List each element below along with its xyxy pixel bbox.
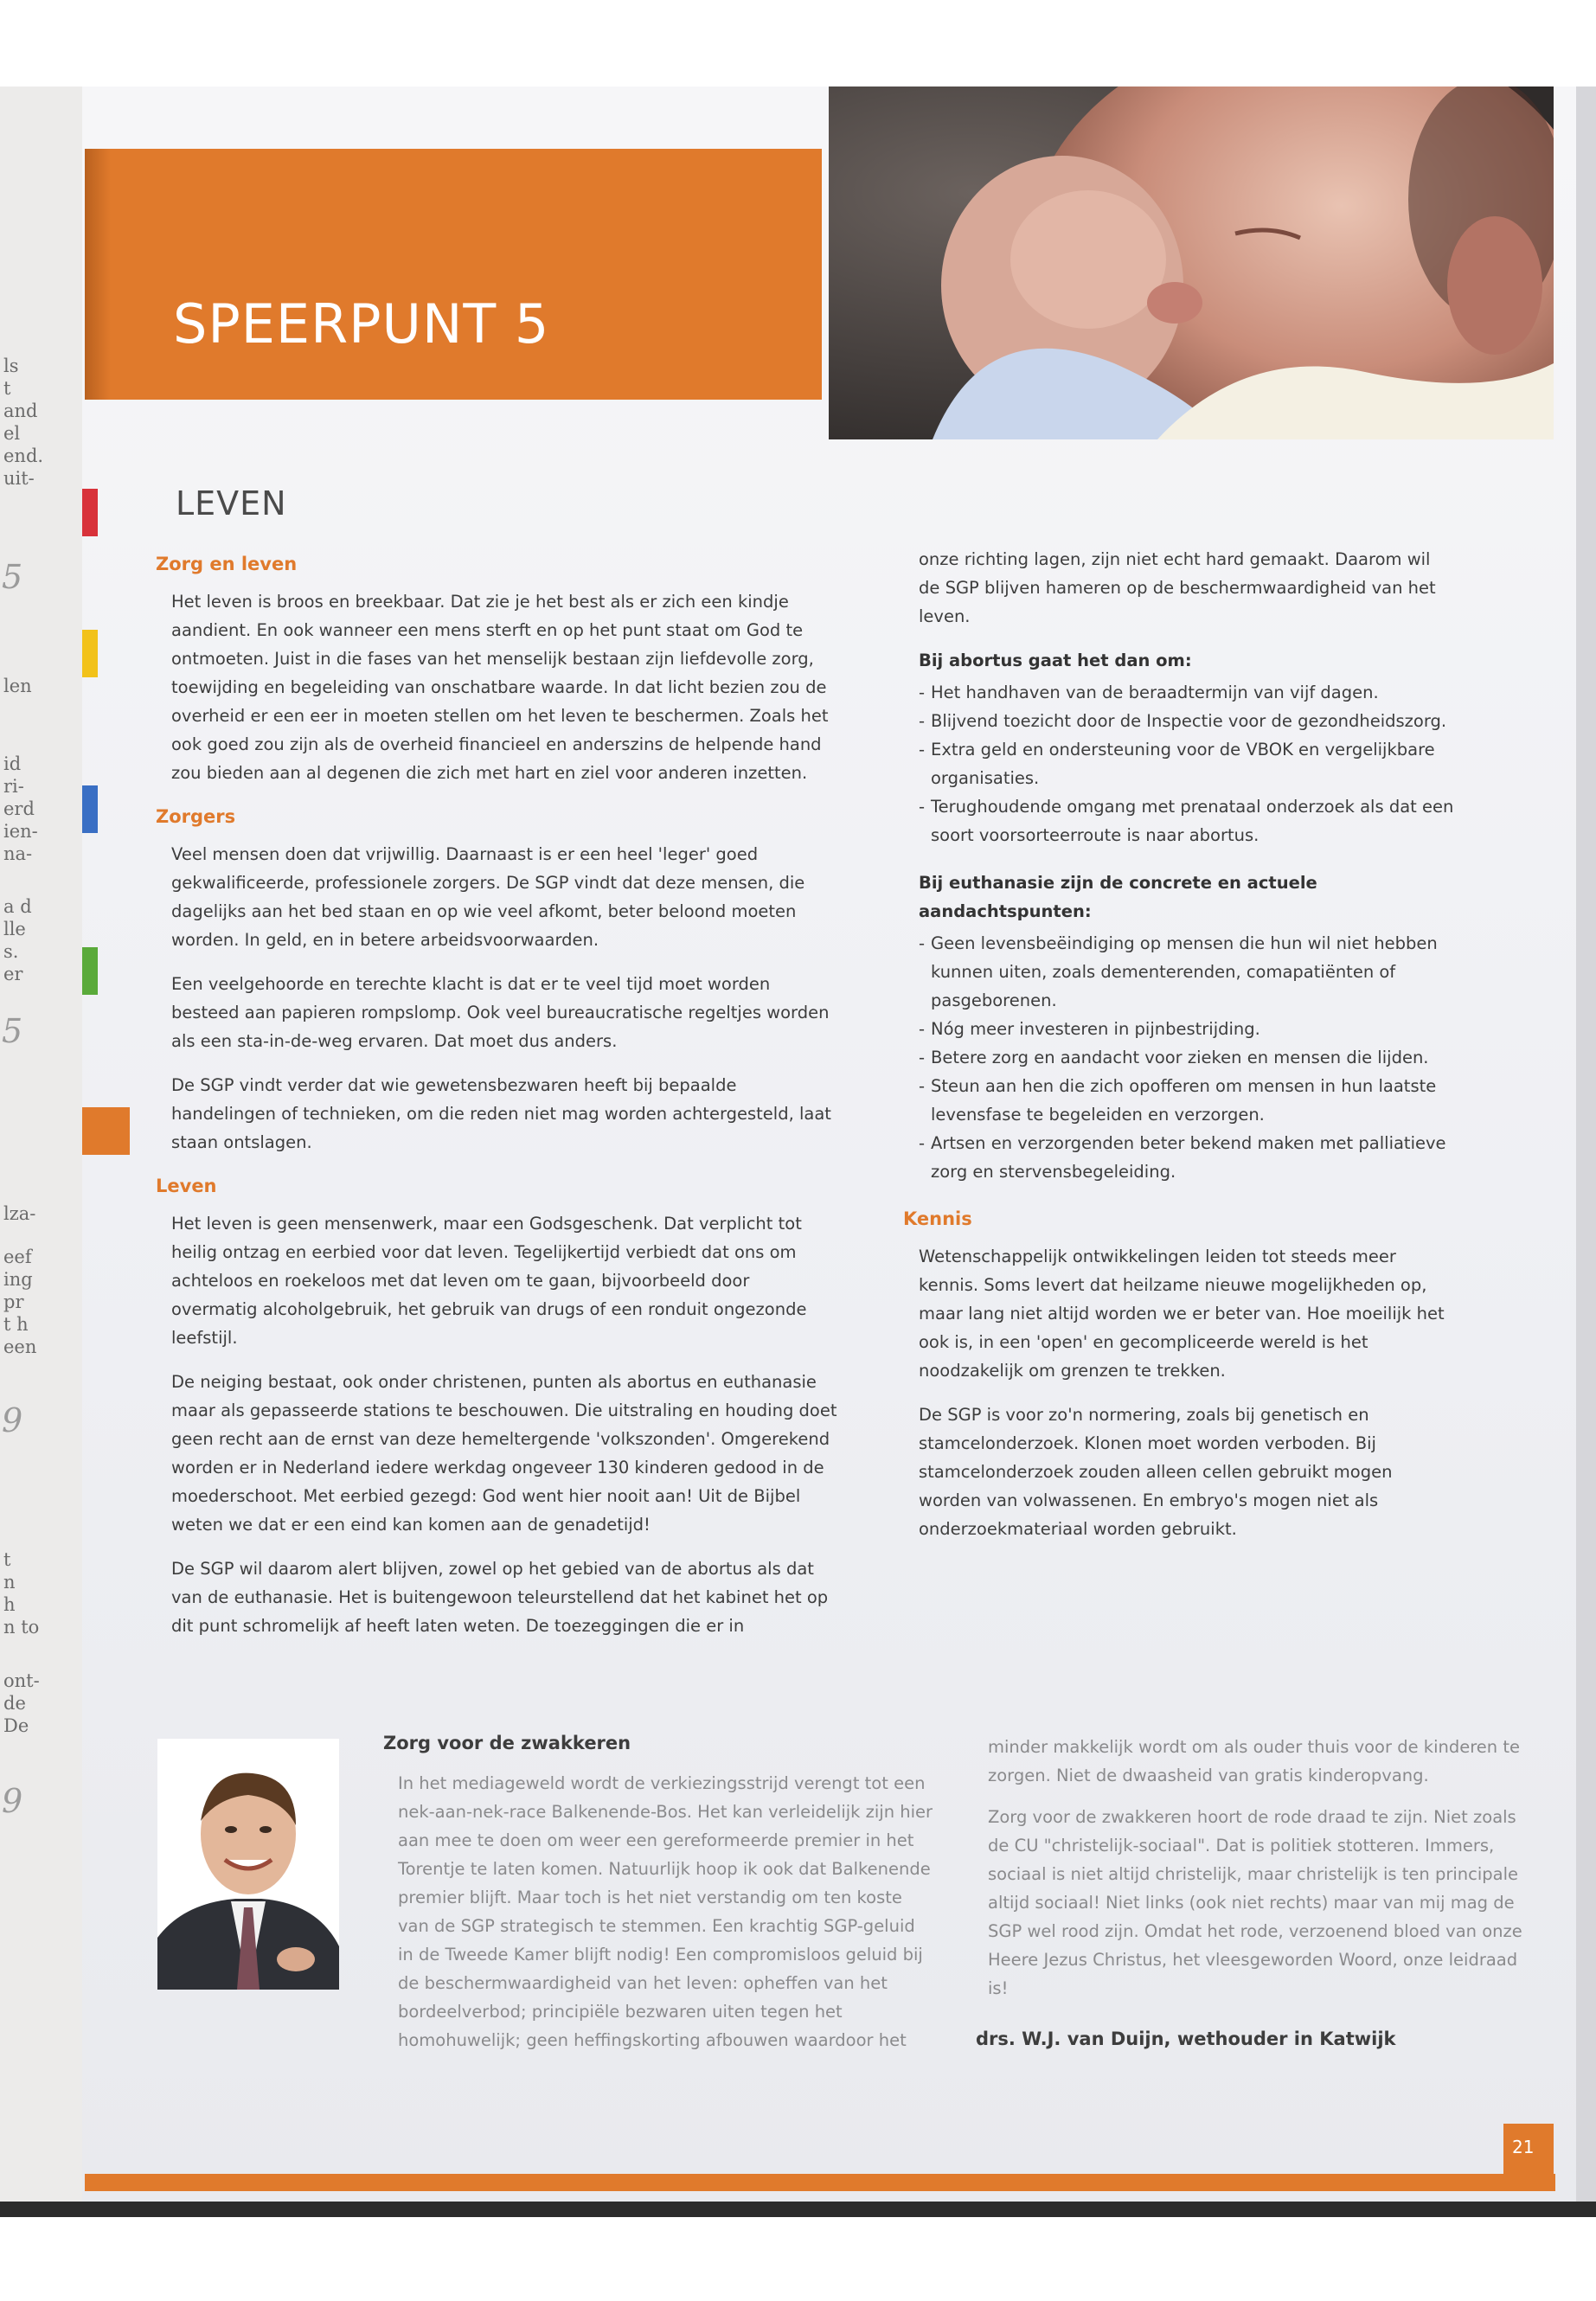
paragraph: De SGP is voor zo'n normering, zoals bij genetisch en stamcelonderzoek. Klonen moet worden verboden. Bij stamcelonderzoek zouden alleen cellen gebruikt mogen worden van volwassenen. En embryo's mogen niet als onderzoekmateriaal worden gebruikt. <box>919 1405 1393 1539</box>
paragraph: De SGP wil daarom alert blijven, zowel op het gebied van de abortus als dat van de euthanasie. Het is buitengewoon teleurstellend dat het kabinet het op dit punt schromelijk af heeft laten weten. De toezeggingen die er in <box>171 1559 829 1636</box>
binding-shadow <box>0 2202 1596 2217</box>
margin-tab-red <box>82 489 98 536</box>
paragraph: Het leven is broos en breekbaar. Dat zie je het best als er zich een kindje aandient. En ook wanneer een mens sterft en op het punt staat om God te ontmoeten. Juist in die fases van het menselijk bestaan zijn liefdevolle zorg, toewijding en begeleiding van onschatbare waarde. In dat licht bezien zou de overheid er een eer in moeten stellen om het leven te beschermen. Zoals het ook goed zou zijn als de overheid financieel en anderszins de helpende hand zou bieden aan al degenen die zich met hart en ziel voor anderen inzetten. <box>171 592 829 783</box>
edge-text: erd <box>3 798 35 819</box>
edge-text: lza- <box>3 1203 36 1224</box>
edge-text: t h <box>3 1314 29 1335</box>
edge-text: er <box>3 964 23 984</box>
section-title: LEVEN <box>176 484 287 522</box>
edge-text: ls <box>3 356 19 376</box>
abortus-list <box>919 678 1455 849</box>
edge-text: pr <box>3 1292 24 1312</box>
list-item: - Terughoudende omgang met prenataal onderzoek als dat een soort voorsorteerroute is naar abortus. <box>919 792 1455 849</box>
paragraph: Veel mensen doen dat vrijwillig. Daarnaast is er een heel 'leger' goed gekwalificeerde, professionele zorgers. De SGP vindt dat deze mensen, die dagelijks aan het bed staan en op wie veel afkomt, beter beloond moeten worden. In geld, en in betere arbeidsvoorwaarden. <box>171 844 805 950</box>
edge-text: de <box>3 1693 26 1714</box>
abortus-subheading: Bij abortus gaat het dan om: <box>919 651 1192 670</box>
edge-text: len <box>3 676 32 696</box>
list-item: - Het handhaven van de beraadtermijn van vijf dagen. <box>919 678 1455 707</box>
paragraph: In het mediageweld wordt de verkiezingsstrijd verengt tot een nek-aan-nek-race Balkenende-Bos. Het kan verleidelijk zijn hier aan mee te doen om weer een gereformeerde premier in het Torentje te laten komen. Natuurlijk hoop ik ook dat Balkenende premier blijft. Maar toch is het niet verstandig om ten koste van de SGP strategisch te stemmen. Een krachtig SGP-geluid in de Tweede Kamer blijft nodig! Een compromisloos geluid bij de beschermwaardigheid van het leven: opheffen van het bordeelverbod; principiële bezwaren uiten tegen het homohuwelijk; geen heffingskorting afbouwen waardoor het <box>398 1773 933 2050</box>
euthanasie-subheading: Bij euthanasie zijn de concrete en actuele aandachtspunten: <box>919 873 1317 921</box>
speerpunt-title: SPEERPUNT 5 <box>173 292 550 356</box>
edge-text: ing <box>3 1269 33 1290</box>
edge-text: id <box>3 753 22 774</box>
edge-text: uit- <box>3 468 35 489</box>
paragraph: minder makkelijk wordt om als ouder thuis voor de kinderen te zorgen. Niet de dwaasheid van gratis kinderopvang. <box>988 1737 1521 1785</box>
list-item: - Artsen en verzorgenden beter bekend maken met palliatieve zorg en stervensbegeleiding. <box>919 1129 1455 1186</box>
baby-photo <box>829 87 1554 439</box>
heading-zorg-en-leven: Zorg en leven <box>156 554 298 574</box>
edge-text: s. <box>3 941 19 962</box>
edge-text: eef <box>3 1247 32 1267</box>
edge-text: end. <box>3 445 44 466</box>
paragraph: De neiging bestaat, ook onder christenen, punten als abortus en euthanasie maar als gepasseerde stations te beschouwen. Die uitstraling en houding doet geen recht aan de ernst van deze hemeltergende 'volkszonden'. Omgerekend worden er in Nederland iedere werkdag ongeveer 130 kinderen gedood in de moederschoot. Met eerbied gezegd: God went hier nooit aan! Uit de Bijbel weten we dat er een eind kan komen aan de genadetijd! <box>171 1372 837 1535</box>
edge-text: ont- <box>3 1670 40 1691</box>
list-item: - Geen levensbeëindiging op mensen die hun wil niet hebben kunnen uiten, zoals dementerenden, comapatiënten of pasgeborenen. <box>919 929 1455 1015</box>
portrait-photo <box>157 1739 339 1990</box>
paragraph: Een veelgehoorde en terechte klacht is dat er te veel tijd moet worden besteed aan papieren rompslomp. Ook veel bureaucratische regeltjes worden als een sta-in-de-weg ervaren. Dat moet dus anders. <box>171 974 830 1051</box>
edge-text: na- <box>3 843 33 864</box>
box-right-column <box>988 1733 1524 2016</box>
edge-text: n <box>3 1572 16 1593</box>
list-item: - Betere zorg en aandacht voor zieken en mensen die lijden. <box>919 1043 1455 1072</box>
paragraph: Het leven is geen mensenwerk, maar een Godsgeschenk. Dat verplicht tot heilig ontzag en eerbied voor dat leven. Tegelijkertijd verbiedt dat ons om achteloos en roekeloos met dat leven om te gaan, bijvoorbeeld door overmatig alcoholgebruik, het gebruik van drugs of een ronduit ongezonde leefstijl. <box>171 1214 807 1348</box>
heading-zorgers: Zorgers <box>156 806 236 827</box>
edge-text: lle <box>3 919 26 939</box>
heading-leven: Leven <box>156 1176 217 1196</box>
edge-logo-fragment: 9 <box>2 1782 23 1820</box>
edge-text: een <box>3 1336 37 1357</box>
box-left-column <box>398 1769 934 2067</box>
left-column <box>156 550 837 1656</box>
edge-text: t <box>3 378 11 399</box>
edge-text: n to <box>3 1617 40 1638</box>
edge-text: De <box>3 1715 29 1736</box>
margin-tab-orange <box>82 1107 130 1155</box>
edge-logo-fragment: 5 <box>2 1012 23 1050</box>
page-number: 21 <box>1512 2137 1535 2157</box>
footer-bar <box>85 2174 1555 2191</box>
list-item: - Steun aan hen die zich opofferen om mensen in hun laatste levensfase te begeleiden en verzorgen. <box>919 1072 1455 1129</box>
edge-text: el <box>3 423 21 444</box>
heading-kennis: Kennis <box>903 1208 972 1229</box>
previous-page-edge <box>0 87 85 2214</box>
list-item: - Extra geld en ondersteuning voor de VBOK en vergelijkbare organisaties. <box>919 735 1455 792</box>
edge-text: t <box>3 1549 11 1570</box>
edge-text: a d <box>3 896 32 917</box>
paragraph: De SGP vindt verder dat wie gewetensbezwaren heeft bij bepaalde handelingen of technieken, om die reden niet mag worden achtergesteld, laat staan ontslagen. <box>171 1075 831 1152</box>
list-item: - Nóg meer investeren in pijnbestrijding. <box>919 1015 1455 1043</box>
paragraph: Zorg voor de zwakkeren hoort de rode draad te zijn. Niet zoals de CU "christelijk-sociaal". Dat is politiek stotteren. Immers, sociaal is niet altijd christelijk, maar christelijk is ten principale altijd sociaal! Niet links (ook niet rechts) maar van mij mag de SGP wel rood zijn. Omdat het rode, verzoenend bloed van onze Heere Jezus Christus, het vleesgeworden Woord, onze leidraad is! <box>988 1807 1522 1998</box>
paragraph: Wetenschappelijk ontwikkelingen leiden tot steeds meer kennis. Soms levert dat heilzame nieuwe mogelijkheden op, maar lang niet altijd worden we er beter van. Hoe moeilijk het ook is, in een 'open' en gecompliceerde wereld is het noodzakelijk om grenzen te trekken. <box>919 1247 1445 1381</box>
margin-tab-blue <box>82 785 98 833</box>
edge-text: and <box>3 401 38 421</box>
paragraph: onze richting lagen, zijn niet echt hard gemaakt. Daarom wil de SGP blijven hameren op de beschermwaardigheid van het leven. <box>919 549 1436 626</box>
edge-text: ri- <box>3 776 24 797</box>
edge-logo-fragment: 5 <box>2 558 23 596</box>
right-column <box>903 545 1455 1559</box>
edge-text: ien- <box>3 821 38 842</box>
edge-text: h <box>3 1594 16 1615</box>
margin-tab-green <box>82 947 98 995</box>
page-right-edge <box>1576 87 1596 2202</box>
euthanasie-list <box>919 929 1455 1186</box>
edge-logo-fragment: 9 <box>2 1401 23 1439</box>
box-title: Zorg voor de zwakkeren <box>383 1733 631 1753</box>
list-item: - Blijvend toezicht door de Inspectie voor de gezondheidszorg. <box>919 707 1455 735</box>
title-band <box>85 149 822 400</box>
author-signature: drs. W.J. van Duijn, wethouder in Katwijk <box>976 2029 1396 2049</box>
margin-tab-yellow <box>82 630 98 677</box>
